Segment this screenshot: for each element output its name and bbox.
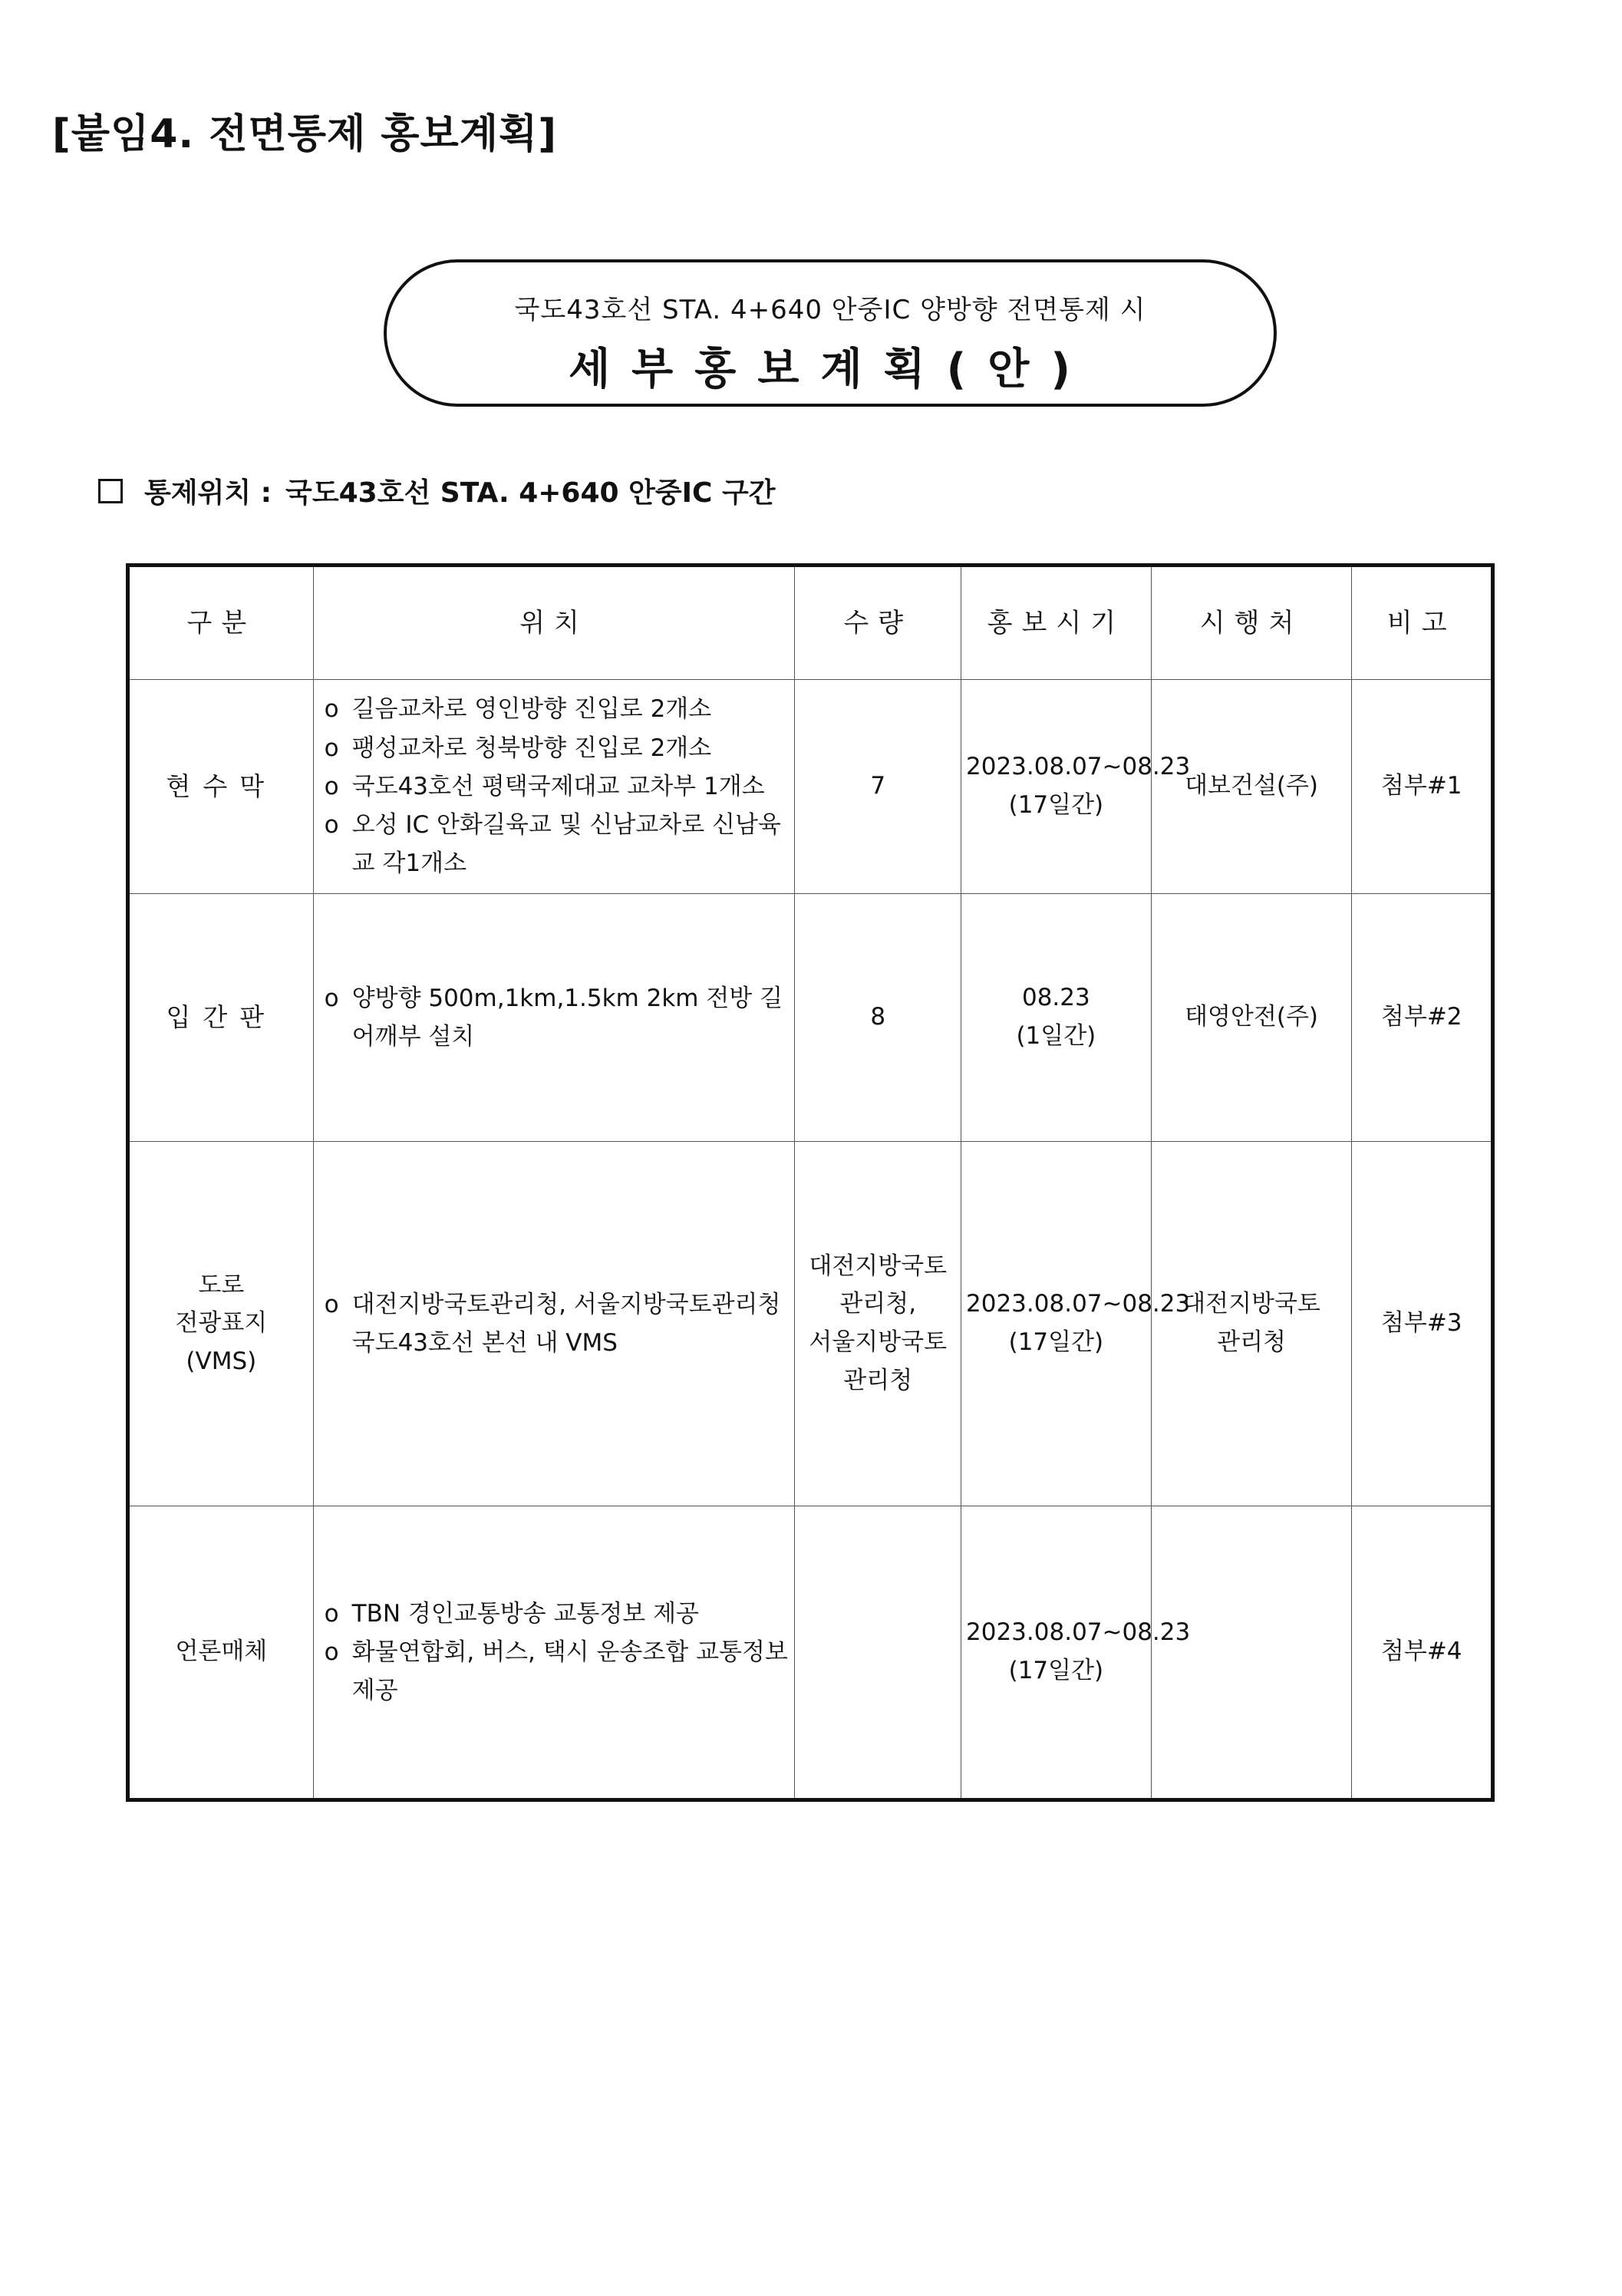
location-value: 국도43호선 STA. 4+640 안중IC 구간 bbox=[285, 477, 776, 509]
position-bullet: o 길음교차로 영인방향 진입로 2개소 bbox=[324, 695, 712, 724]
checkbox-square-icon bbox=[98, 479, 123, 503]
header-position: 위치 bbox=[313, 566, 795, 680]
table-row bbox=[128, 1142, 1493, 1506]
row-note: 첨부#3 bbox=[1352, 1142, 1493, 1506]
title-main: 세부홍보계획(안) bbox=[569, 345, 1092, 394]
table-row bbox=[128, 680, 1493, 894]
title-subtitle: 국도43호선 STA. 4+640 안중IC 양방향 전면통제 시 bbox=[514, 295, 1146, 325]
row-period: 2023.08.07~08.23 (17일간) bbox=[961, 680, 1152, 894]
row-period: 08.23 (1일간) bbox=[961, 894, 1152, 1142]
row-period: 2023.08.07~08.23 (17일간) bbox=[961, 1142, 1152, 1506]
position-bullet: o TBN 경인교통방송 교통정보 제공 bbox=[324, 1599, 699, 1628]
row-category: 현수막 bbox=[128, 680, 314, 894]
row-category: 언론매체 bbox=[128, 1506, 314, 1800]
row-agency: 대전지방국토 관리청 bbox=[1151, 1142, 1352, 1506]
row-category: 입간판 bbox=[128, 894, 314, 1142]
position-bullet: o 화물연합회, 버스, 택시 운송조합 교통정보 제공 bbox=[324, 1638, 788, 1705]
promotion-plan-table bbox=[126, 563, 1495, 1802]
header-note: 비고 bbox=[1352, 566, 1493, 680]
position-bullet: o 국도43호선 평택국제대교 교차부 1개소 bbox=[324, 772, 765, 800]
row-positions bbox=[313, 680, 795, 894]
title-box bbox=[384, 259, 1277, 407]
position-bullet: o 양방향 500m,1km,1.5km 2km 전방 길어깨부 설치 bbox=[324, 984, 783, 1051]
row-agency: 대보건설(주) bbox=[1151, 680, 1352, 894]
row-quantity: 7 bbox=[795, 680, 961, 894]
position-bullet: o 대전지방국토관리청, 서울지방국토관리청 국도43호선 본선 내 VMS bbox=[324, 1290, 781, 1357]
page-heading: [붙임4. 전면통제 홍보계획] bbox=[52, 111, 557, 157]
row-quantity: 8 bbox=[795, 894, 961, 1142]
row-agency bbox=[1151, 1506, 1352, 1800]
header-quantity: 수량 bbox=[795, 566, 961, 680]
header-category: 구분 bbox=[128, 566, 314, 680]
row-positions bbox=[313, 1142, 795, 1506]
row-period: 2023.08.07~08.23 (17일간) bbox=[961, 1506, 1152, 1800]
row-quantity bbox=[795, 1506, 961, 1800]
row-quantity: 대전지방국토 관리청, 서울지방국토 관리청 bbox=[795, 1142, 961, 1506]
row-category: 도로 전광표지 (VMS) bbox=[128, 1142, 314, 1506]
control-location bbox=[98, 471, 776, 510]
table-row bbox=[128, 894, 1493, 1142]
position-bullet: o 오성 IC 안화길육교 및 신남교차로 신남육교 각1개소 bbox=[324, 811, 781, 878]
row-note: 첨부#1 bbox=[1352, 680, 1493, 894]
row-agency: 태영안전(주) bbox=[1151, 894, 1352, 1142]
header-agency: 시행처 bbox=[1151, 566, 1352, 680]
header-period: 홍보시기 bbox=[961, 566, 1152, 680]
location-label: 통제위치 : bbox=[144, 477, 272, 509]
row-note: 첨부#2 bbox=[1352, 894, 1493, 1142]
row-positions bbox=[313, 894, 795, 1142]
row-note: 첨부#4 bbox=[1352, 1506, 1493, 1800]
position-bullet: o 팽성교차로 청북방향 진입로 2개소 bbox=[324, 734, 712, 762]
table-row bbox=[128, 1506, 1493, 1800]
row-positions bbox=[313, 1506, 795, 1800]
table-header-row bbox=[128, 566, 1493, 680]
